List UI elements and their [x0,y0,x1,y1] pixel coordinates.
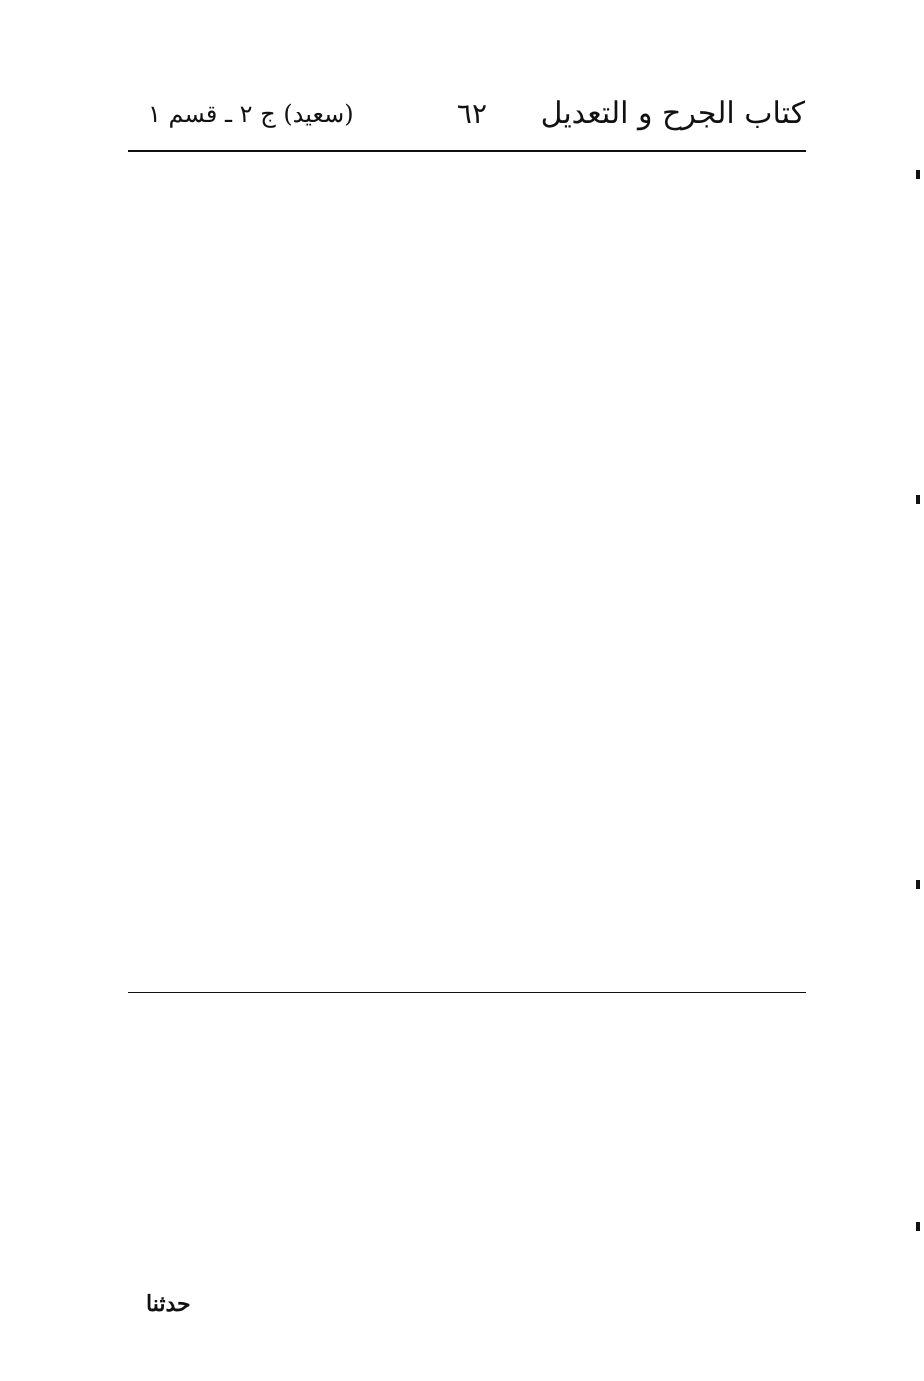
header-rule [128,150,806,152]
edge-mark [916,495,920,504]
footnote-rule [128,992,806,993]
edge-mark [916,170,920,179]
book-title: كتاب الجرح و التعديل [540,96,805,131]
edge-mark [916,1222,920,1231]
page-number: ٦٢ [456,97,487,130]
page-header [130,92,805,138]
edge-mark [916,880,920,889]
volume-label: (سعيد) ج ٢ ـ قسم ١ [148,100,354,128]
catchword: حدثنا [146,1291,191,1317]
